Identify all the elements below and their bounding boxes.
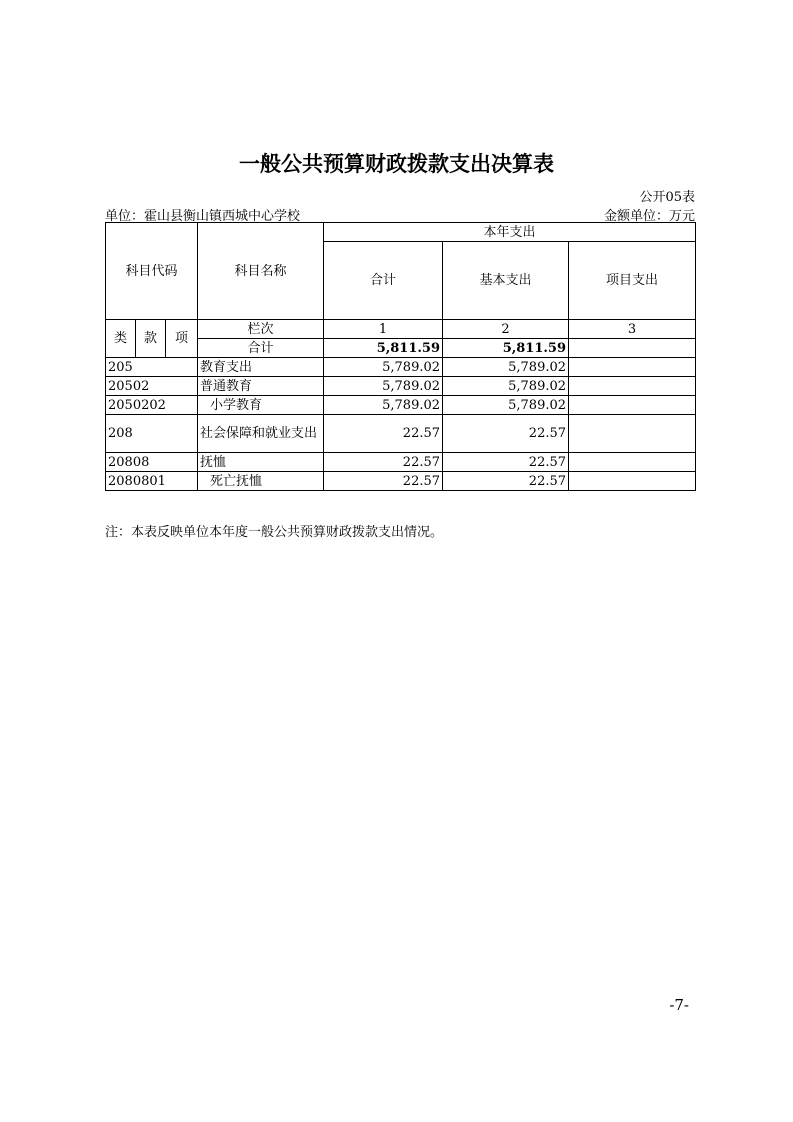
row-total: 22.57: [324, 453, 443, 472]
header-xiang: 项: [166, 320, 198, 358]
row-name: 教育支出: [198, 358, 324, 377]
header-project: 项目支出: [569, 242, 696, 320]
page-title: 一般公共预算财政拨款支出决算表: [239, 152, 554, 176]
row-code: 20808: [106, 453, 198, 472]
total-row-label: 合计: [198, 339, 324, 358]
form-number: 公开05表: [639, 190, 695, 205]
expenditure-table: [105, 222, 696, 491]
row-code: 2080801: [106, 472, 198, 491]
row-code: 208: [106, 415, 198, 453]
row-total: 5,789.02: [324, 358, 443, 377]
row-basic: 22.57: [443, 415, 569, 453]
table-note: 注：本表反映单位本年度一般公共预算财政拨款支出情况。: [105, 525, 444, 540]
row-basic: 22.57: [443, 472, 569, 491]
header-column-no: 栏次: [198, 320, 324, 339]
header-col-3: 3: [569, 320, 696, 339]
total-row-project: [569, 339, 696, 358]
table-row: [106, 358, 696, 377]
row-project: [569, 358, 696, 377]
row-code: 2050202: [106, 396, 198, 415]
row-project: [569, 453, 696, 472]
row-total: 5,789.02: [324, 396, 443, 415]
row-project: [569, 415, 696, 453]
row-code: 20502: [106, 377, 198, 396]
total-row-total: 5,811.59: [324, 339, 443, 358]
header-kuan: 款: [136, 320, 166, 358]
header-col-1: 1: [324, 320, 443, 339]
row-name: 社会保障和就业支出: [198, 415, 324, 453]
header-basic: 基本支出: [443, 242, 569, 320]
row-code: 205: [106, 358, 198, 377]
amount-unit-label: 金额单位：万元: [603, 209, 695, 224]
table-row: [106, 453, 696, 472]
row-total: 5,789.02: [324, 377, 443, 396]
header-subject-code: 科目代码: [106, 223, 198, 320]
header-current-year: 本年支出: [324, 223, 696, 242]
header-subject-name: 科目名称: [198, 223, 324, 320]
row-name: 死亡抚恤: [198, 472, 324, 491]
page-number: -7-: [669, 996, 689, 1014]
row-total: 22.57: [324, 472, 443, 491]
header-col-2: 2: [443, 320, 569, 339]
row-basic: 5,789.02: [443, 358, 569, 377]
row-basic: 22.57: [443, 453, 569, 472]
table-row: [106, 472, 696, 491]
unit-label: 单位：霍山县衡山镇西城中心学校: [105, 209, 301, 224]
row-name: 小学教育: [198, 396, 324, 415]
row-name: 抚恤: [198, 453, 324, 472]
row-basic: 5,789.02: [443, 396, 569, 415]
row-name: 普通教育: [198, 377, 324, 396]
table-row: [106, 377, 696, 396]
row-project: [569, 472, 696, 491]
table-row: [106, 396, 696, 415]
table-row: [106, 415, 696, 453]
row-project: [569, 396, 696, 415]
row-project: [569, 377, 696, 396]
header-lei: 类: [106, 320, 136, 358]
header-total: 合计: [324, 242, 443, 320]
total-row-basic: 5,811.59: [443, 339, 569, 358]
row-basic: 5,789.02: [443, 377, 569, 396]
row-total: 22.57: [324, 415, 443, 453]
